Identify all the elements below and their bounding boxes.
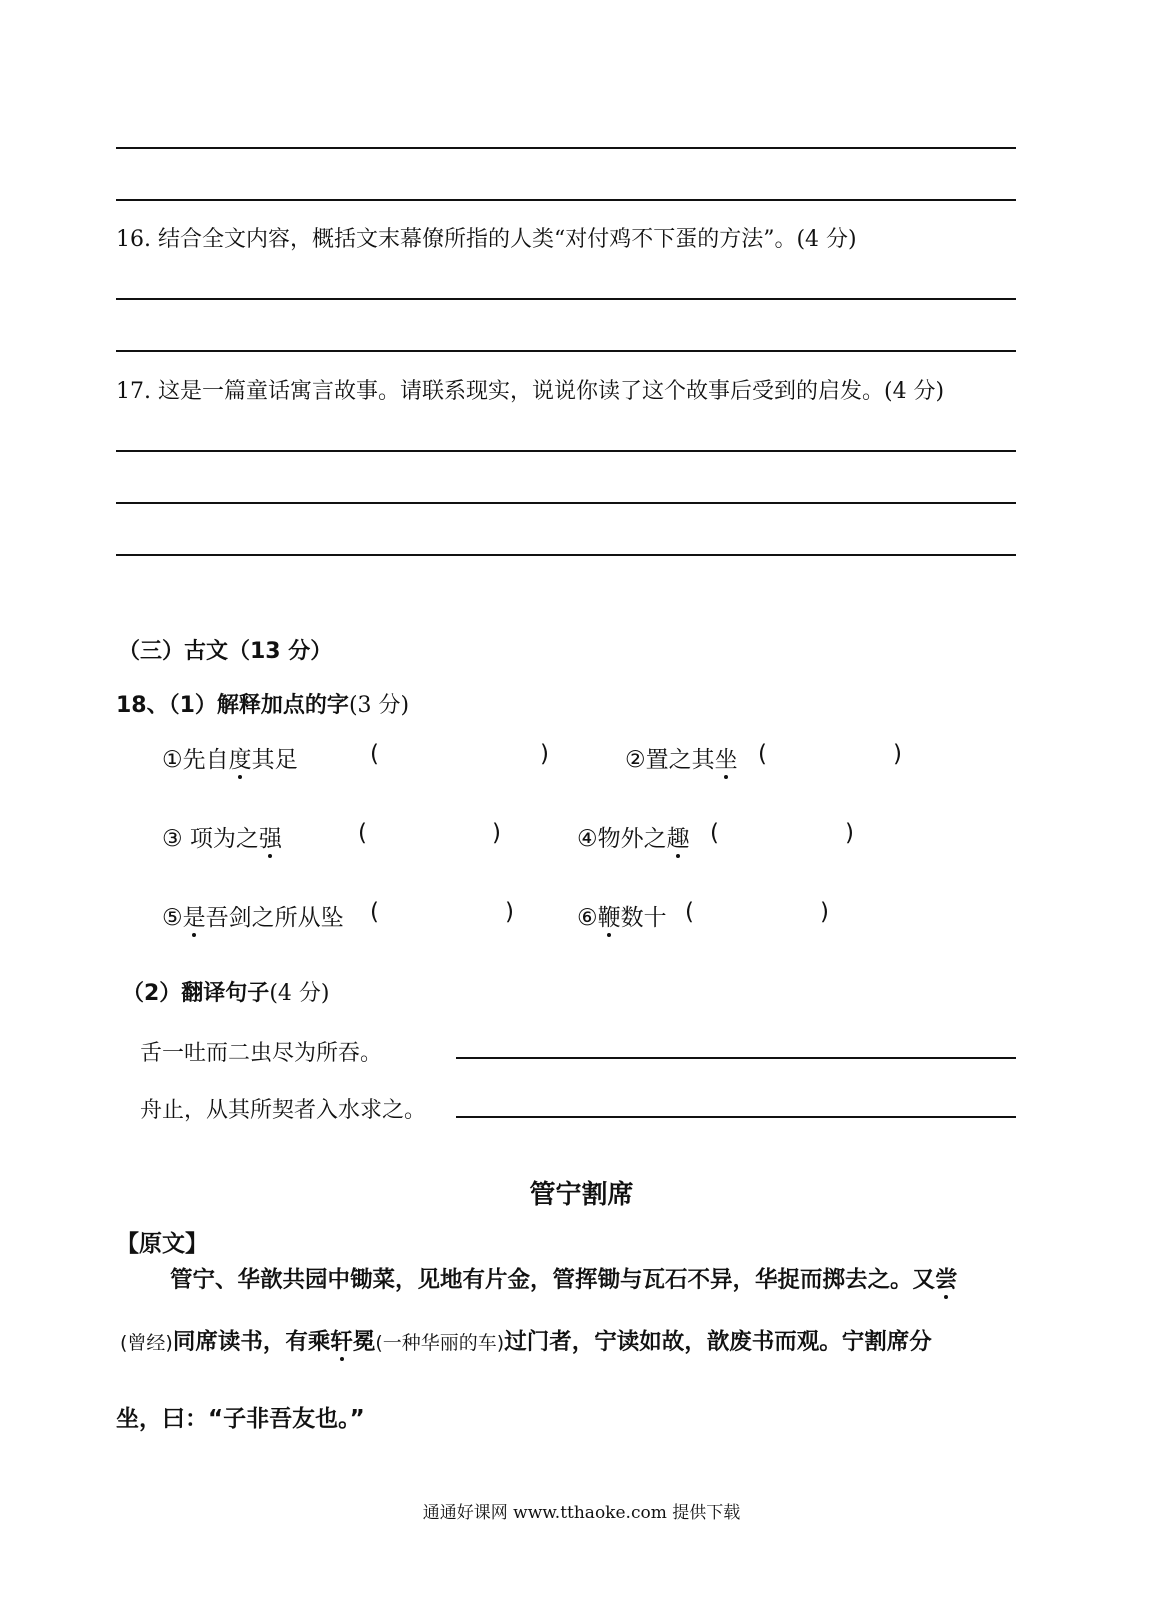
- passage-title: 管宁割席: [529, 1180, 634, 1210]
- answer-line[interactable]: [116, 147, 1016, 149]
- dotted-char: 是: [182, 905, 206, 931]
- question-16: 16. 结合全文内容，概括文末幕僚所指的人类“对付鸡不下蛋的方法”。(4 分): [116, 227, 857, 252]
- vocab-item-2: ②置之其坐: [625, 747, 738, 773]
- dotted-char: 轩: [330, 1329, 353, 1355]
- part1-score: (3 分): [348, 693, 410, 718]
- answer-blank-end: ): [893, 741, 902, 767]
- answer-line[interactable]: [116, 450, 1016, 452]
- answer-blank-end: ): [505, 899, 514, 925]
- translate-sentence-1: 舌一吐而二虫尽为所吞。: [140, 1041, 383, 1066]
- passage-line-2: (曾经)同席读书，有乘轩冕(一种华丽的车)过门者，宁读如故，歆废书而观。宁割席分: [120, 1329, 932, 1355]
- dotted-char: 鞭: [597, 905, 621, 931]
- vocab-item-1: ①先自度其足: [162, 747, 298, 773]
- answer-line[interactable]: [116, 350, 1016, 352]
- answer-line[interactable]: [456, 1057, 1016, 1059]
- vocab-item-3: ③ 项为之强: [162, 826, 282, 852]
- answer-line[interactable]: [456, 1116, 1016, 1118]
- part2-header: [122, 976, 329, 1007]
- answer-line[interactable]: [116, 199, 1016, 201]
- footer: 通通好课网 www.tthaoke.com 提供下载: [422, 1503, 741, 1523]
- passage-line-1: 管宁、华歆共园中锄菜，见地有片金，管挥锄与瓦石不异，华捉而掷去之。又尝: [170, 1267, 958, 1293]
- dotted-char: 尝: [935, 1267, 958, 1293]
- annotation: (曾经): [120, 1332, 173, 1354]
- answer-blank[interactable]: (: [710, 820, 719, 846]
- annotation: (一种华丽的车): [375, 1332, 505, 1354]
- question-number: 18、: [116, 693, 169, 718]
- vocab-item-4: ④物外之趣: [577, 826, 690, 852]
- answer-line[interactable]: [116, 554, 1016, 556]
- answer-line[interactable]: [116, 502, 1016, 504]
- answer-blank-end: ): [820, 899, 829, 925]
- section-title: （三）古文（13 分）: [118, 639, 333, 664]
- answer-blank[interactable]: (: [370, 899, 379, 925]
- dotted-char: 坐: [714, 747, 738, 773]
- passage-line-3: 坐，曰：“子非吾友也。”: [116, 1406, 365, 1432]
- dotted-char: 度: [228, 747, 252, 773]
- answer-blank[interactable]: (: [370, 741, 379, 767]
- answer-line[interactable]: [116, 298, 1016, 300]
- passage-label: 【原文】: [116, 1231, 208, 1257]
- vocab-item-6: ⑥鞭数十: [577, 905, 667, 931]
- part2-label: （2）翻译句子: [122, 981, 270, 1006]
- dotted-char: 强: [258, 826, 282, 852]
- question-18-header: [116, 688, 409, 719]
- question-17: 17. 这是一篇童话寓言故事。请联系现实，说说你读了这个故事后受到的启发。(4 分): [116, 379, 945, 404]
- answer-blank[interactable]: (: [758, 741, 767, 767]
- part2-score: (4 分): [269, 981, 330, 1006]
- answer-blank[interactable]: (: [358, 820, 367, 846]
- answer-blank[interactable]: (: [685, 899, 694, 925]
- part1-label: （1）解释加点的字: [168, 693, 349, 718]
- answer-blank-end: ): [540, 741, 549, 767]
- translate-sentence-2: 舟止，从其所契者入水求之。: [140, 1098, 427, 1123]
- dotted-char: 趣: [666, 826, 690, 852]
- answer-blank-end: ): [845, 820, 854, 846]
- vocab-item-5: ⑤是吾剑之所从坠: [162, 905, 344, 931]
- answer-blank-end: ): [492, 820, 501, 846]
